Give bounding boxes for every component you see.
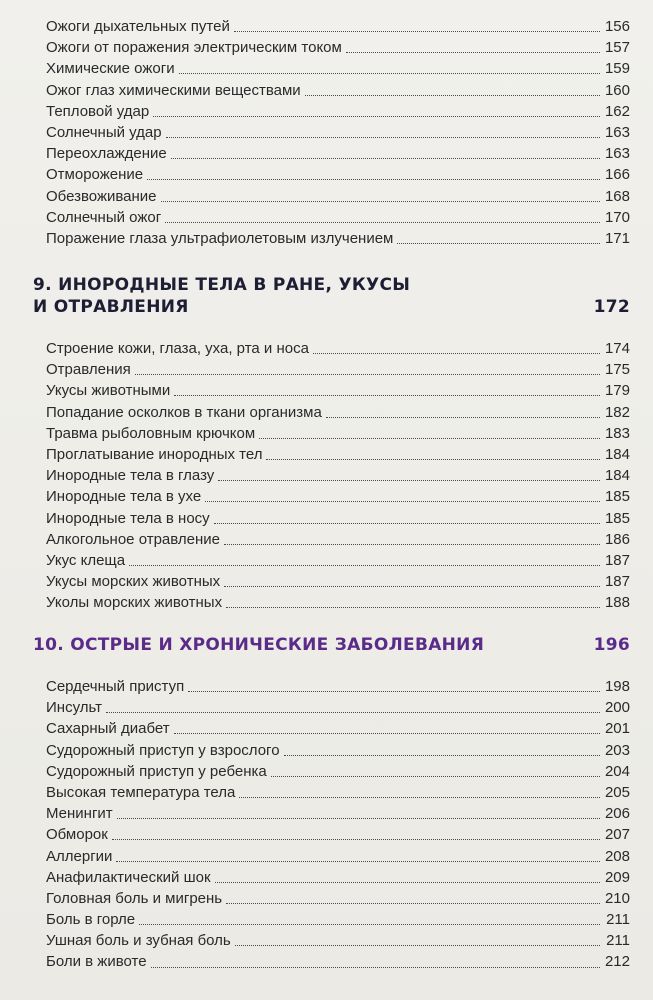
- dot-leader: [313, 353, 600, 354]
- toc-entry-page: 201: [604, 720, 630, 738]
- toc-entry-page: 200: [604, 699, 630, 717]
- dot-leader: [234, 31, 600, 32]
- toc-entry-title: Укус клеща: [46, 551, 126, 569]
- toc-entry-title: Анафилактический шок: [46, 868, 211, 886]
- toc-entry-title: Травма рыболовным крючком: [46, 424, 256, 442]
- toc-entry-page: 187: [604, 573, 630, 591]
- toc-entry-page: 182: [604, 403, 630, 421]
- toc-entry-page: 159: [604, 60, 630, 78]
- toc-entry-page: 163: [604, 145, 630, 163]
- toc-entry-page: 160: [604, 81, 630, 99]
- toc-entry-title: Укусы животными: [46, 382, 171, 400]
- toc-entry: [46, 101, 630, 122]
- dot-leader: [224, 544, 600, 545]
- toc-entry-title: Проглатывание инородных тел: [46, 445, 263, 463]
- toc-entry-title: Сахарный диабет: [46, 720, 170, 738]
- dot-leader: [112, 839, 600, 840]
- toc-entry-title: Химические ожоги: [46, 60, 175, 78]
- toc-entry-page: 208: [604, 847, 630, 865]
- toc-entry: [46, 207, 630, 228]
- dot-leader: [397, 243, 600, 244]
- toc-entry: [46, 143, 630, 164]
- toc-entry: [46, 803, 630, 824]
- toc-entry: [46, 930, 630, 951]
- toc-entry-page: 211: [606, 911, 630, 929]
- toc-entry: [46, 37, 630, 58]
- toc-entry: [46, 423, 630, 444]
- toc-entry: [46, 782, 630, 803]
- dot-leader: [271, 776, 600, 777]
- toc-entry-title: Головная боль и мигрень: [46, 889, 223, 907]
- toc-entry-title: Укусы морских животных: [46, 573, 221, 591]
- toc-entry-page: 179: [604, 382, 630, 400]
- toc-entry-page: 183: [604, 424, 630, 442]
- toc-entry: [46, 761, 630, 782]
- dot-leader: [205, 501, 600, 502]
- toc-entry-title: Ожоги от поражения электрическим током: [46, 39, 342, 57]
- dot-leader: [161, 201, 600, 202]
- toc-entry-page: 186: [604, 530, 630, 548]
- toc-entry-page: 156: [604, 18, 630, 35]
- toc-entry: [46, 508, 630, 529]
- toc-entry-title: Тепловой удар: [46, 102, 150, 120]
- dot-leader: [215, 882, 600, 883]
- toc-entry-title: Поражение глаза ультрафиолетовым излучением: [46, 229, 394, 247]
- toc-entry-title: Ушная боль и зубная боль: [46, 932, 231, 950]
- toc-entry-title: Инородные тела в ухе: [46, 488, 202, 506]
- toc-entry: [46, 676, 630, 697]
- dot-leader: [166, 137, 600, 138]
- toc-entry-title: Инородные тела в глазу: [46, 467, 215, 485]
- dot-leader: [174, 733, 600, 734]
- toc-entry-page: 203: [604, 741, 630, 759]
- toc-entry-title: Обезвоживание: [46, 187, 157, 205]
- toc-entry-title: Алкогольное отравление: [46, 530, 220, 548]
- toc-entry-page: 168: [604, 187, 630, 205]
- toc-entry: [46, 550, 630, 571]
- toc-entry-page: 206: [604, 805, 630, 823]
- toc-entry: [46, 228, 630, 249]
- toc-entry-title: Обморок: [46, 826, 108, 844]
- dot-leader: [179, 73, 600, 74]
- toc-entry-title: Аллергии: [46, 847, 113, 865]
- toc-entry-page: 205: [604, 783, 630, 801]
- dot-leader: [259, 438, 600, 439]
- toc-entry: [46, 846, 630, 867]
- dot-leader: [305, 95, 600, 96]
- toc-entry: [46, 465, 630, 486]
- toc-entry-title: Попадание осколков в ткани организма: [46, 403, 322, 421]
- toc-entry: [46, 824, 630, 845]
- toc-entry-title: Ожоги дыхательных путей: [46, 18, 230, 35]
- toc-entry-title: Судорожный приступ у взрослого: [46, 741, 280, 759]
- chapter-10-page: 196: [593, 635, 630, 655]
- toc-entry-page: 210: [604, 889, 630, 907]
- toc-list-burns: [46, 16, 630, 249]
- dot-leader: [117, 818, 600, 819]
- toc-entry-title: Ожог глаз химическими веществами: [46, 81, 301, 99]
- chapter-9-title-line2: И ОТРАВЛЕНИЯ: [33, 297, 189, 317]
- toc-entry: [46, 359, 630, 380]
- toc-entry: [46, 16, 630, 37]
- toc-entry-title: Отравления: [46, 361, 131, 379]
- toc-entry-page: 211: [606, 932, 630, 950]
- toc-entry-page: 207: [604, 826, 630, 844]
- dot-leader: [226, 903, 600, 904]
- dot-leader: [139, 924, 600, 925]
- toc-list-chapter-9: [46, 338, 630, 613]
- toc-entry-page: 166: [604, 166, 630, 184]
- toc-entry-title: Переохлаждение: [46, 145, 167, 163]
- toc-entry-title: Боль в горле: [46, 911, 136, 929]
- toc-entry-page: 198: [604, 678, 630, 695]
- dot-leader: [346, 52, 600, 53]
- dot-leader: [116, 861, 600, 862]
- dot-leader: [147, 179, 600, 180]
- dot-leader: [153, 116, 600, 117]
- toc-entry: [46, 186, 630, 207]
- chapter-10-title: 10. ОСТРЫЕ И ХРОНИЧЕСКИЕ ЗАБОЛЕВАНИЯ: [33, 635, 485, 655]
- toc-entry-page: 175: [604, 361, 630, 379]
- dot-leader: [284, 755, 600, 756]
- toc-entry-title: Инсульт: [46, 699, 103, 717]
- toc-entry: [46, 80, 630, 101]
- toc-entry-page: 185: [604, 509, 630, 527]
- toc-entry: [46, 592, 630, 613]
- toc-entry-page: 174: [604, 340, 630, 357]
- toc-entry: [46, 529, 630, 550]
- toc-entry: [46, 380, 630, 401]
- toc-entry: [46, 740, 630, 761]
- toc-entry: [46, 164, 630, 185]
- chapter-10-heading: [33, 634, 630, 656]
- toc-entry: [46, 571, 630, 592]
- dot-leader: [129, 565, 600, 566]
- toc-entry-page: 162: [604, 102, 630, 120]
- toc-entry: [46, 909, 630, 930]
- dot-leader: [165, 222, 600, 223]
- toc-entry-title: Сердечный приступ: [46, 678, 185, 695]
- toc-entry-page: 187: [604, 551, 630, 569]
- dot-leader: [188, 691, 600, 692]
- toc-entry-page: 184: [604, 445, 630, 463]
- toc-entry-page: 163: [604, 123, 630, 141]
- toc-entry-title: Уколы морских животных: [46, 594, 223, 612]
- toc-entry-page: 188: [604, 594, 630, 612]
- toc-entry-page: 170: [604, 208, 630, 226]
- dot-leader: [135, 374, 600, 375]
- dot-leader: [106, 712, 600, 713]
- toc-entry-title: Боли в животе: [46, 953, 147, 971]
- dot-leader: [224, 586, 600, 587]
- toc-entry: [46, 444, 630, 465]
- toc-entry-page: 184: [604, 467, 630, 485]
- toc-entry-page: 171: [604, 229, 630, 247]
- chapter-9-page: 172: [593, 297, 630, 317]
- toc-entry: [46, 888, 630, 909]
- toc-entry-page: 209: [604, 868, 630, 886]
- toc-entry-page: 212: [604, 953, 630, 971]
- dot-leader: [214, 523, 600, 524]
- toc-entry-title: Инородные тела в носу: [46, 509, 210, 527]
- toc-entry-title: Строение кожи, глаза, уха, рта и носа: [46, 340, 309, 357]
- toc-entry: [46, 867, 630, 888]
- toc-entry-page: 185: [604, 488, 630, 506]
- dot-leader: [266, 459, 600, 460]
- toc-entry-title: Солнечный ожог: [46, 208, 162, 226]
- toc-entry: [46, 338, 630, 359]
- toc-entry: [46, 122, 630, 143]
- toc-entry-title: Высокая температура тела: [46, 783, 236, 801]
- toc-entry: [46, 58, 630, 79]
- toc-list-chapter-10: [46, 676, 630, 973]
- toc-entry: [46, 402, 630, 423]
- toc-entry-title: Менингит: [46, 805, 113, 823]
- toc-entry: [46, 486, 630, 507]
- dot-leader: [174, 395, 600, 396]
- toc-entry: [46, 718, 630, 739]
- toc-entry-title: Судорожный приступ у ребенка: [46, 762, 267, 780]
- toc-entry-page: 204: [604, 762, 630, 780]
- toc-entry-title: Отморожение: [46, 166, 144, 184]
- dot-leader: [226, 607, 600, 608]
- toc-entry-page: 157: [604, 39, 630, 57]
- chapter-9-heading: [33, 274, 630, 318]
- toc-entry: [46, 951, 630, 972]
- dot-leader: [151, 967, 600, 968]
- dot-leader: [218, 480, 600, 481]
- chapter-9-title: [33, 274, 553, 318]
- dot-leader: [171, 158, 600, 159]
- chapter-9-title-line1: 9. ИНОРОДНЫЕ ТЕЛА В РАНЕ, УКУСЫ: [33, 275, 411, 295]
- dot-leader: [235, 945, 600, 946]
- toc-entry-title: Солнечный удар: [46, 123, 162, 141]
- dot-leader: [239, 797, 600, 798]
- toc-entry: [46, 697, 630, 718]
- dot-leader: [326, 417, 600, 418]
